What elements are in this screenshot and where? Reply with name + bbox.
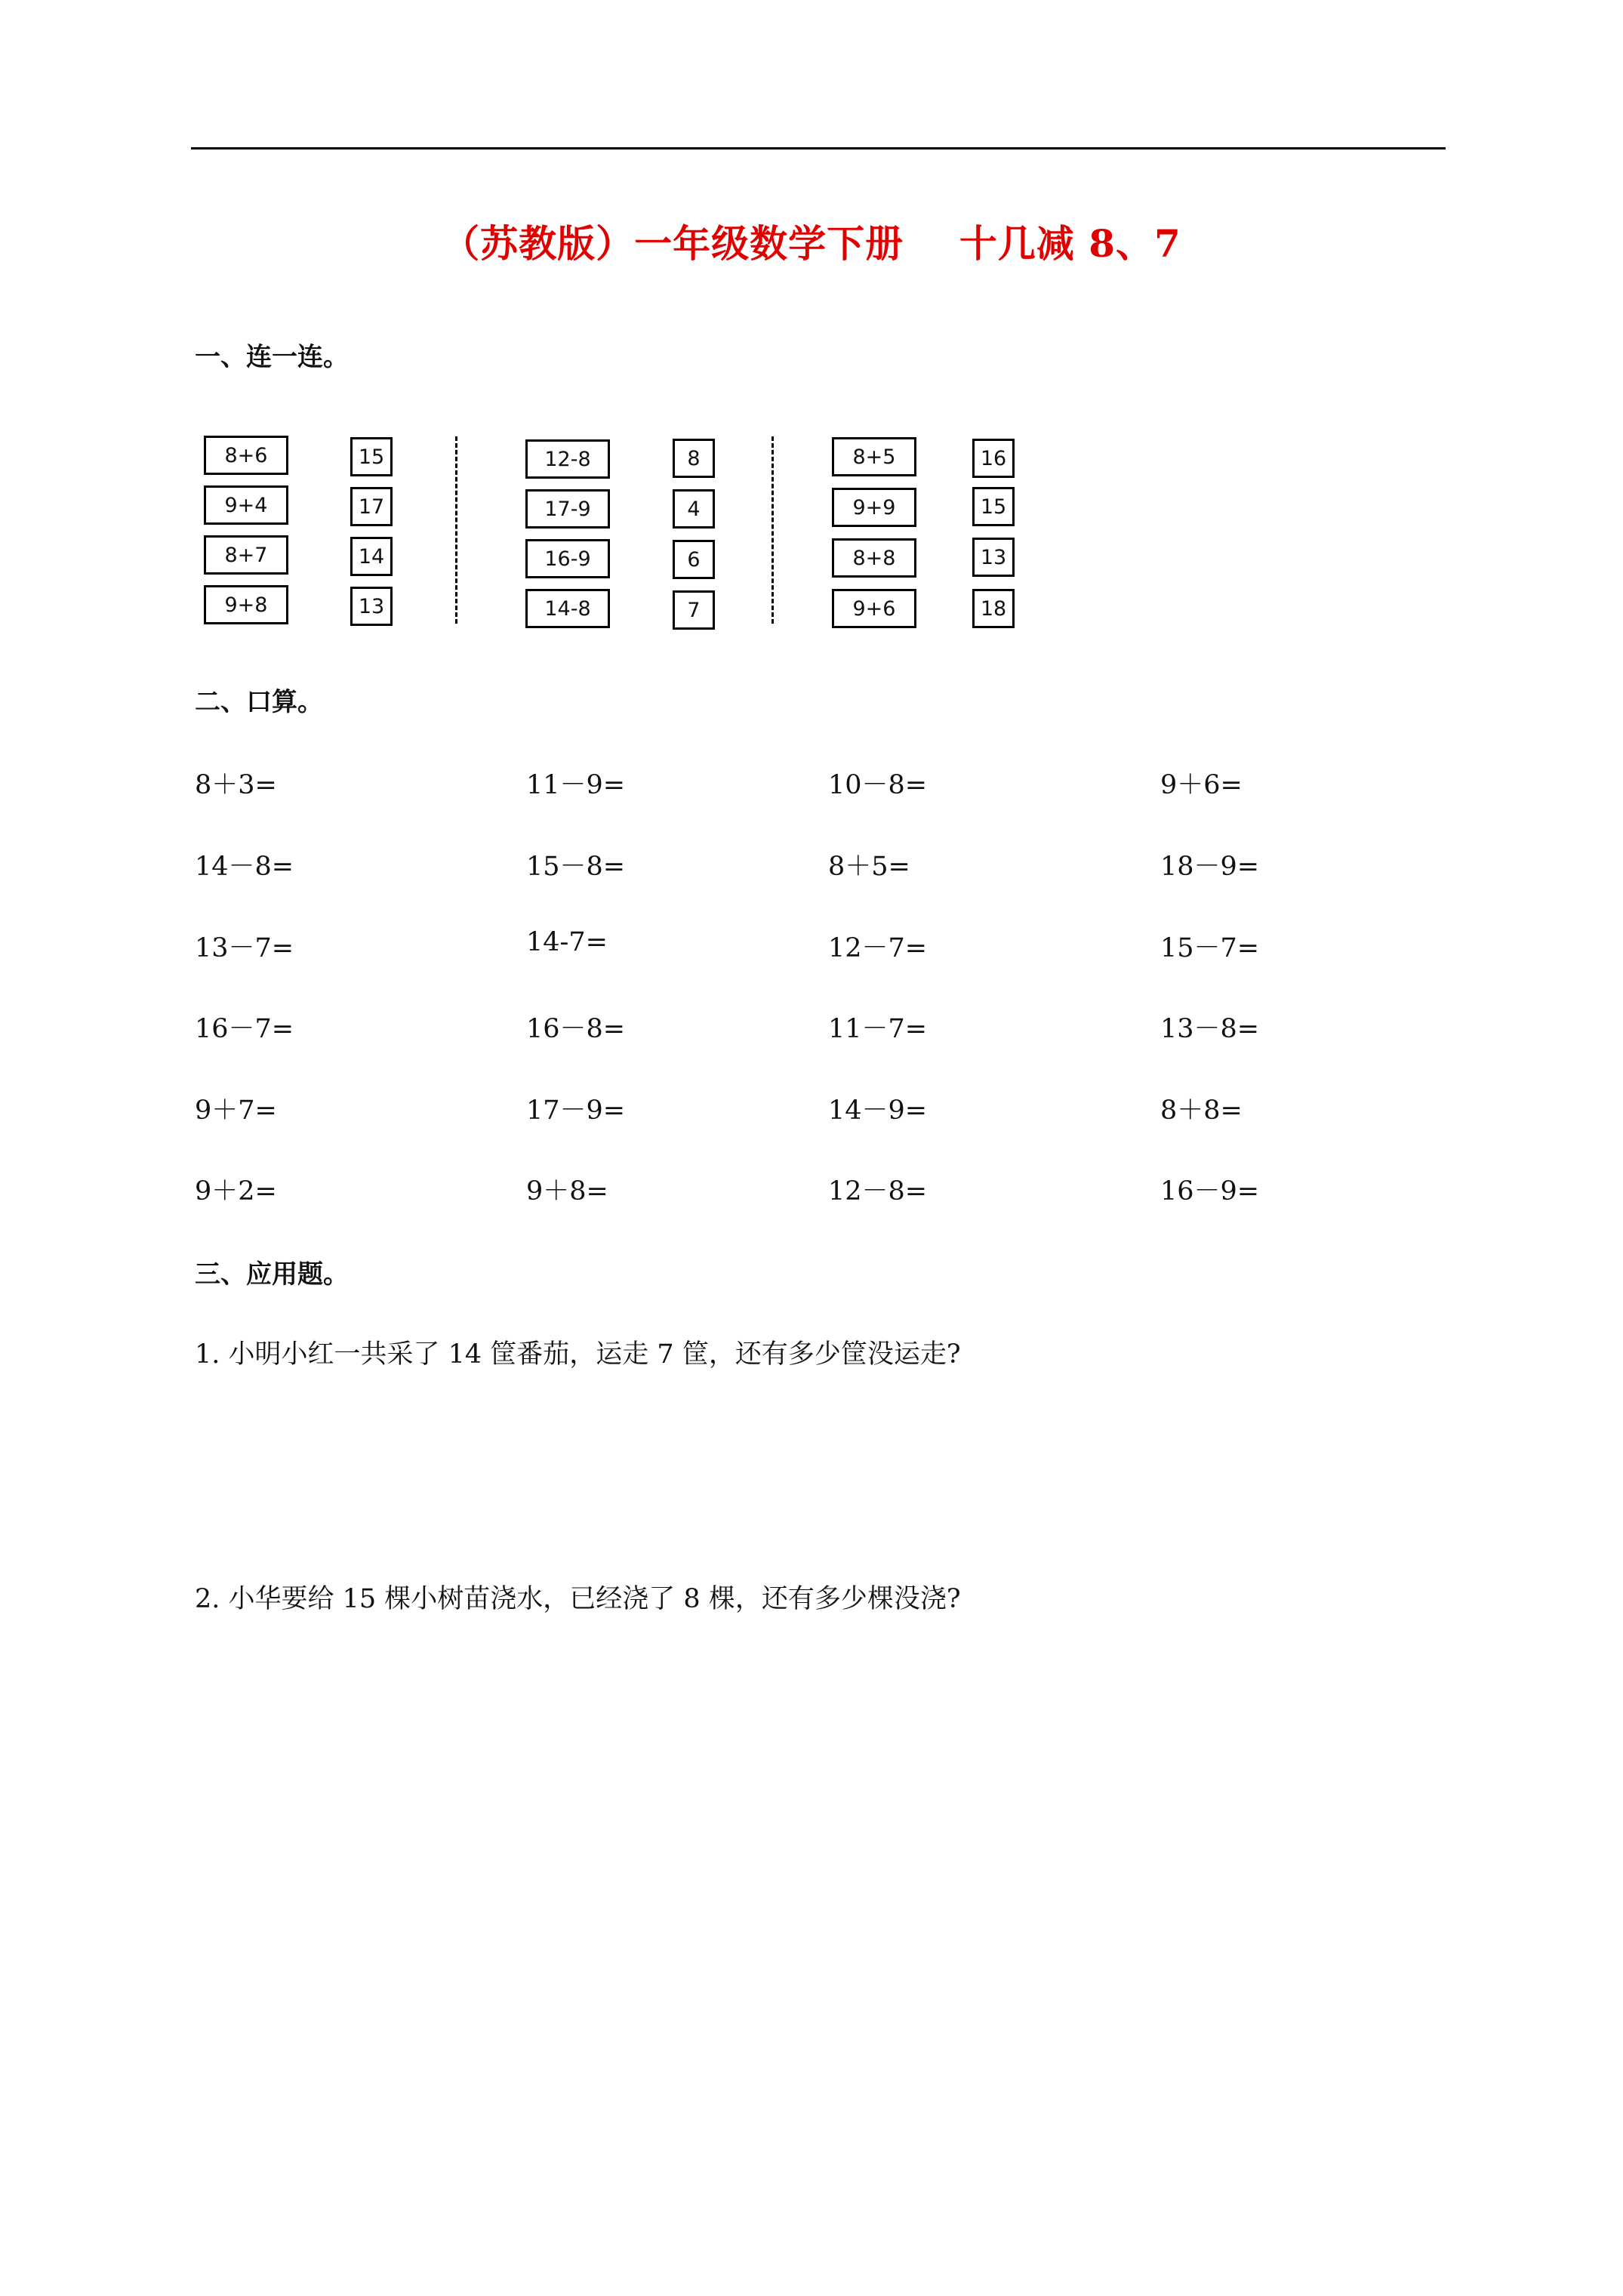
- match-answer-box[interactable]: 15: [350, 437, 393, 476]
- calc-item: 9＋7=: [195, 1096, 277, 1126]
- match-answer-box[interactable]: 16: [972, 439, 1015, 478]
- match-answer-box[interactable]: 14: [350, 537, 393, 576]
- match-expression-box[interactable]: 8+6: [204, 436, 288, 475]
- match-answer-box[interactable]: 6: [673, 540, 715, 579]
- match-expression-box[interactable]: 8+8: [832, 538, 916, 578]
- calc-item: 16－7=: [195, 1014, 294, 1044]
- match-expression-box[interactable]: 9+8: [204, 585, 288, 624]
- calc-item: 14-7=: [526, 927, 608, 957]
- match-expression-box[interactable]: 8+7: [204, 535, 288, 575]
- calc-item: 11－9=: [526, 770, 626, 800]
- calc-item: 13－8=: [1160, 1014, 1260, 1044]
- calc-item: 8＋3=: [195, 770, 277, 800]
- match-answer-box[interactable]: 18: [972, 589, 1015, 628]
- calc-item: 14－8=: [195, 852, 294, 882]
- page-title: （苏教版）一年级数学下册 十几减 8、7: [442, 221, 1181, 266]
- calc-item: 15－8=: [526, 852, 626, 882]
- match-expression-box[interactable]: 9+4: [204, 485, 288, 525]
- match-answer-box[interactable]: 15: [972, 487, 1015, 526]
- calc-item: 8＋5=: [828, 852, 910, 882]
- calc-item: 9＋8=: [526, 1176, 608, 1207]
- match-expression-box[interactable]: 17-9: [525, 489, 610, 529]
- calc-item: 16－9=: [1160, 1176, 1260, 1207]
- section-heading-word-problems: 三、应用题。: [195, 1259, 349, 1290]
- match-answer-box[interactable]: 13: [972, 538, 1015, 577]
- match-expression-box[interactable]: 12-8: [525, 439, 610, 479]
- match-expression-box[interactable]: 8+5: [832, 437, 916, 476]
- word-problem-1: 1. 小明小红一共采了 14 筐番茄，运走 7 筐，还有多少筐没运走?: [195, 1339, 961, 1370]
- calc-item: 9＋6=: [1160, 770, 1243, 800]
- match-expression-box[interactable]: 14-8: [525, 589, 610, 628]
- calc-item: 13－7=: [195, 933, 294, 963]
- calc-item: 18－9=: [1160, 852, 1260, 882]
- calc-item: 9＋2=: [195, 1176, 277, 1207]
- calc-item: 16－8=: [526, 1014, 626, 1044]
- match-answer-box[interactable]: 7: [673, 590, 715, 630]
- match-answer-box[interactable]: 4: [673, 489, 715, 529]
- calc-item: 12－8=: [828, 1176, 928, 1207]
- match-expression-box[interactable]: 16-9: [525, 539, 610, 578]
- calc-item: 10－8=: [828, 770, 928, 800]
- calc-item: 11－7=: [828, 1014, 928, 1044]
- match-expression-box[interactable]: 9+9: [832, 488, 916, 527]
- calc-item: 14－9=: [828, 1096, 928, 1126]
- word-problem-2: 2. 小华要给 15 棵小树苗浇水，已经浇了 8 棵，还有多少棵没浇?: [195, 1584, 961, 1614]
- match-expression-box[interactable]: 9+6: [832, 589, 916, 628]
- calc-item: 12－7=: [828, 933, 928, 963]
- section-heading-oral: 二、口算。: [195, 687, 323, 717]
- calc-item: 15－7=: [1160, 933, 1260, 963]
- section-heading-matching: 一、连一连。: [195, 342, 349, 372]
- match-answer-box[interactable]: 17: [350, 487, 393, 526]
- match-answer-box[interactable]: 13: [350, 587, 393, 626]
- calc-item: 8＋8=: [1160, 1096, 1243, 1126]
- calc-item: 17－9=: [526, 1096, 626, 1126]
- match-answer-box[interactable]: 8: [673, 439, 715, 478]
